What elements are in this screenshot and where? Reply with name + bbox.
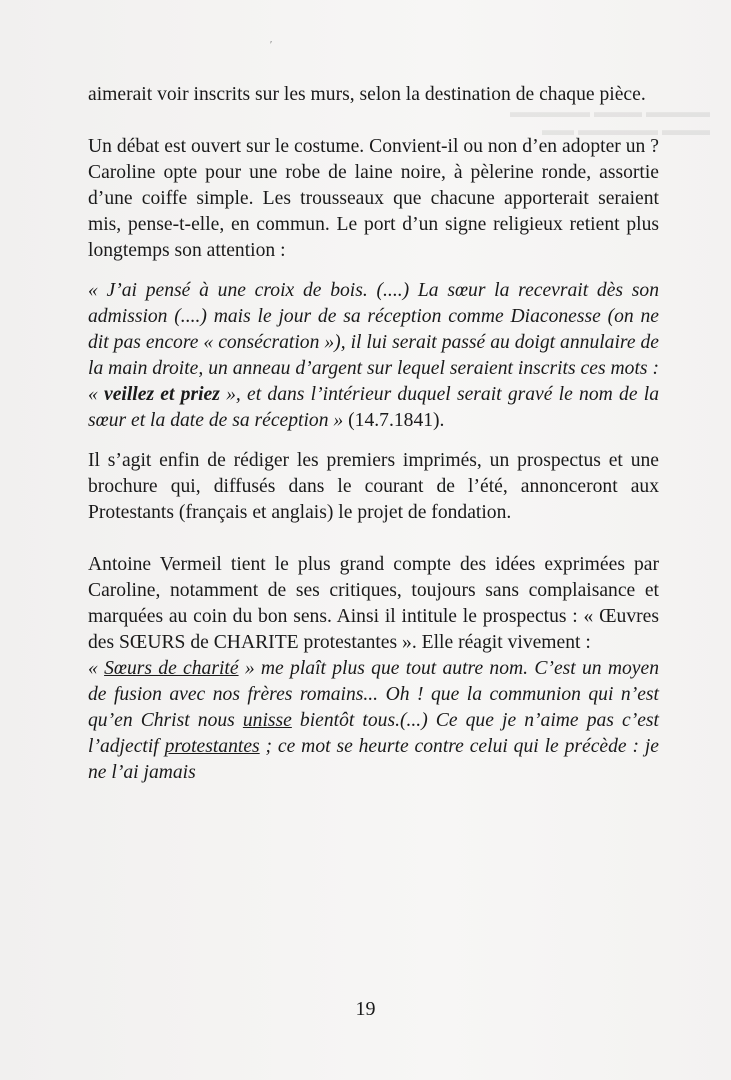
paragraph-vermeil: Antoine Vermeil tient le plus grand compte des idées exprimées par Caroline, notamment de ses critiques, toujours sans complaisance et marquées au coin du bon sens. Ainsi il intitule le prospectus : « Œuvres des SŒURS de CHARITE protestantes ». Elle réagit vivement : <box>88 554 659 653</box>
quote-soeurs-protestantes: protestantes <box>164 736 260 757</box>
quote-croix <box>88 278 659 434</box>
margin-mark: ′ <box>270 40 273 51</box>
quote-croix-text-end: », et dans l’intérieur duquel serait gravé le nom de la sœur et la date de sa réception » <box>88 384 659 431</box>
quote-soeurs-unisse: unisse <box>242 710 292 731</box>
paragraph-costume: Un débat est ouvert sur le costume. Convient-il ou non d’en adopter un ? Caroline opte pour une robe de laine noire, à pèlerine ronde, assortie d’une coiffe simple. Les trousseaux que chacune apporterait seraient mis, pense-t-elle, en commun. Le port d’un signe religieux retient plus longtemps son attention : <box>88 136 659 261</box>
paragraph-continuation: aimerait voir inscrits sur les murs, selon la destination de chaque pièce. <box>88 84 646 105</box>
quote-soeurs-title: Sœurs de charité <box>104 658 239 679</box>
page-number: 19 <box>355 998 376 1020</box>
quote-croix-text: « J’ai pensé à une croix de bois. (....) La sœur la recevrait dès son admission (....) mais le jour de sa réception comme Diaconesse (on ne dit pas encore « consécration »), il lui serait passé au doigt annulaire de la main droite, un anneau d’argent sur lequel seraient inscrits ces mots : « <box>88 280 659 405</box>
bleed-through-texture: ▬▬▬▬ ▬▬▬ ▬▬▬▬▬ ▬▬▬ ▬▬▬▬▬ ▬▬ <box>510 104 710 139</box>
paragraph-imprimes: Il s’agit enfin de rédiger les premiers imprimés, un prospectus et une brochure qui, diffusés dans le courant de l’été, annonceront aux Protestants (français et anglais) le projet de fondation. <box>88 450 659 523</box>
quote-soeurs: « Sœurs de charité » me plaît plus que tout autre nom. C’est un moyen de fusion avec nos frères romains... Oh ! que la communion qui n’est qu’en Christ nous unisse bientôt tous.(...) Ce que je n’aime pas c’est l’adjectif protestantes ; ce mot se heurte contre celui qui le précède : je ne l’ai jamais <box>88 658 659 783</box>
quote-croix-date: (14.7.1841). <box>343 410 445 431</box>
body-text <box>88 82 659 786</box>
quote-croix-motto: veillez et priez <box>104 384 220 405</box>
